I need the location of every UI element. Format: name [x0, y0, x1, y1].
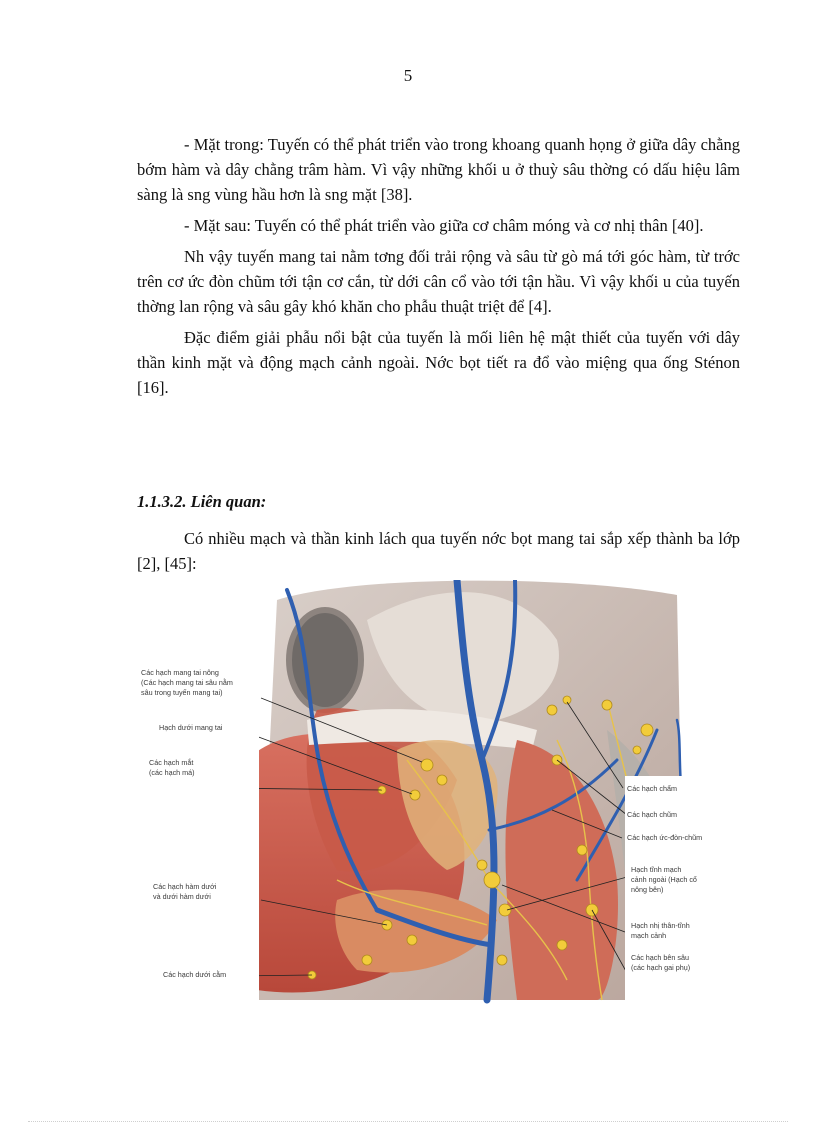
figure-label-right-3: Các hạch ức-đòn-chũm	[627, 833, 703, 842]
anatomy-figure	[137, 580, 720, 1005]
figure-label-left-3: Các hạch mắt (các hạch má)	[149, 758, 195, 777]
figure-label-left-1: Các hạch mang tai nông (Các hạch mang tai sâu nằm sâu trong tuyến mang tai)	[141, 668, 233, 697]
figure-label-left-2: Hạch dưới mang tai	[159, 723, 223, 732]
section-body	[137, 526, 740, 576]
paragraph-inner-face: - Mặt trong: Tuyến có thể phát triển vào trong khoang quanh họng ở giữa dây chằng bớm hàm và dây chằng trâm hàm. Vì vậy những khối u ở thuỳ sâu thờng có dấu hiệu lâm sàng là sng vùng hầu hơn là sng mặt [38].	[137, 135, 740, 204]
figure-label-left-5: Các hạch dưới cằm	[163, 970, 227, 979]
figure-label-right-4: Hạch tĩnh mạch cảnh ngoài (Hạch cổ nông bên)	[631, 865, 697, 894]
paragraph-relations: Có nhiều mạch và thần kinh lách qua tuyến nớc bọt mang tai sắp xếp thành ba lớp [2], [45]:	[137, 529, 740, 573]
figure-label-right-2: Các hạch chũm	[627, 810, 677, 819]
anatomy-illustration	[137, 580, 720, 1005]
page-bottom-rule	[28, 1121, 788, 1122]
figure-label-left-4: Các hạch hàm dưới và dưới hàm dưới	[153, 882, 217, 901]
page-number: 5	[403, 66, 413, 85]
section-heading: 1.1.3.2. Liên quan:	[137, 492, 267, 511]
paragraph-extent: Nh vậy tuyến mang tai nằm tơng đối trải rộng và sâu từ gò má tới góc hàm, từ trớc trên cơ ức đòn chũm tới tận cơ cắn, từ dới cân cổ vào tới tận hầu. Vì vậy khối u của tuyến thờng lan rộng và sâu gây khó khăn cho phẫu thuật triệt để [4].	[137, 247, 740, 316]
body-text-block	[137, 132, 740, 400]
figure-label-right-6: Các hạch bên sâu (các hạch gai phụ)	[631, 953, 691, 972]
paragraph-posterior-face: - Mặt sau: Tuyến có thể phát triển vào giữa cơ châm móng và cơ nhị thân [40].	[184, 216, 704, 235]
figure-label-right-1: Các hạch chẩm	[627, 784, 677, 793]
paragraph-anatomy: Đặc điểm giải phẫu nổi bật của tuyến là mối liên hệ mật thiết của tuyến với dây thần kinh mặt và động mạch cảnh ngoài. Nớc bọt tiết ra đổ vào miệng qua ống Sténon [16].	[137, 328, 740, 397]
figure-label-right-5: Hạch nhị thân-tĩnh mạch cảnh	[631, 921, 690, 940]
